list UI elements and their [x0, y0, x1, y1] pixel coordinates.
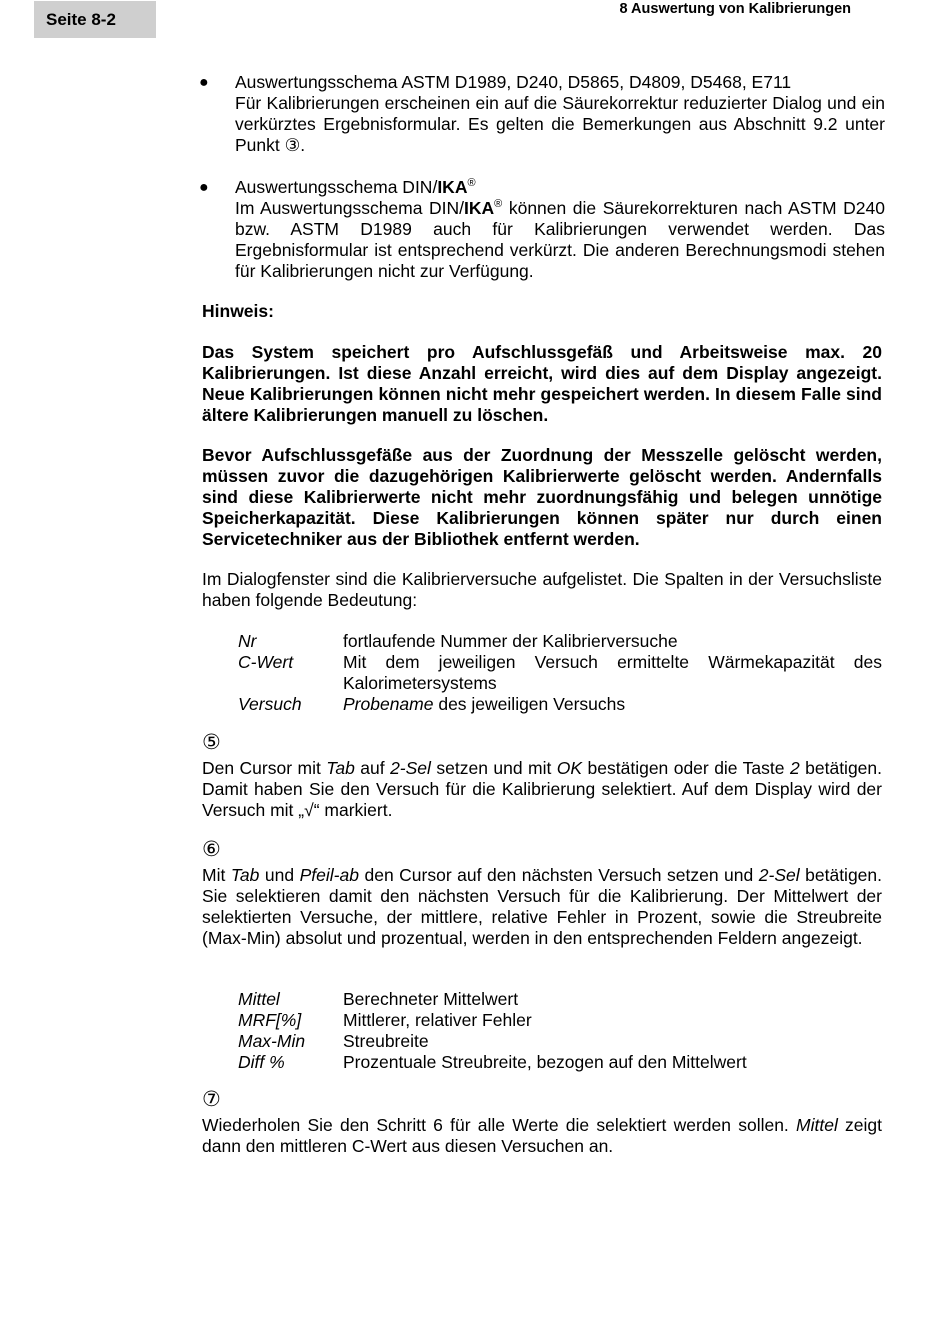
column-definitions — [238, 631, 882, 715]
definition-desc: Berechneter Mittelwert — [343, 989, 519, 1009]
note-paragraph-delete: Bevor Aufschlussgefäße aus der Zuordnung der Messzelle gelöscht werden, müssen zuvor die dazugehörigen Kalibrierwerte gelöscht werden. Andernfalls sind diese Kalibrierwerte nicht mehr zuordnungsfähig und belegen unnötige Speicherkapazität. Diese Kalibrierungen können später nur durch einen Servicetechniker aus der Bibliothek entfernt werden. — [202, 445, 882, 549]
definition-term: Max-Min — [238, 1031, 306, 1051]
bullet-text — [235, 198, 885, 282]
t: zeigt dann den mittleren C-Wert aus diesen Versuchen an. — [202, 1115, 883, 1156]
tab-key: Tab — [326, 758, 355, 778]
bullet-title — [235, 177, 885, 198]
t: auf — [354, 758, 391, 778]
desc-italic: Probename — [343, 694, 434, 714]
ok-key: OK — [556, 758, 583, 778]
definition-term: Diff % — [238, 1052, 285, 1072]
ika-mark: IKA — [437, 177, 468, 197]
definition-desc: Streubreite — [343, 1031, 429, 1051]
bullet-dot-icon: ● — [199, 74, 209, 91]
definition-row — [238, 652, 882, 694]
ika-mark: IKA — [464, 198, 495, 218]
definition-row — [238, 989, 882, 1010]
text-rest: können die Säurekorrekturen nach ASTM D240 bzw. ASTM D1989 auch für Kalibrierungen verwendet werden. Das Ergebnisformular ist entsprechend verkürzt. Die anderen Berechnungsmodi stehen für Kalibrierungen nicht zur Verfügung. — [235, 198, 886, 281]
definition-row — [238, 631, 882, 652]
definition-desc: Mittlerer, relativer Fehler — [343, 1010, 532, 1030]
bullet-text: Für Kalibrierungen erscheinen ein auf die Säurekorrektur reduzierter Dialog und ein verkürztes Ergebnisformular. Es gelten die Bemerkungen aus Abschnitt 9.2 unter Punkt ③. — [235, 93, 885, 155]
t: den Cursor auf den nächsten Versuch setzen und — [358, 865, 759, 885]
key-2: 2 — [789, 758, 800, 778]
t: Den Cursor mit — [202, 758, 327, 778]
definition-row — [238, 1052, 882, 1073]
bullet-astm — [199, 72, 885, 156]
t: betätigen. Damit haben Sie den Versuch für die Kalibrierung selektiert. Auf dem Display wird der Versuch mit „√“ markiert. — [202, 758, 882, 820]
field-definitions — [238, 989, 882, 1073]
step-7-number: ⑦ — [202, 1088, 221, 1111]
desc-rest: des jeweiligen Versuchs — [433, 694, 626, 714]
t: setzen und mit — [430, 758, 557, 778]
definition-desc — [343, 694, 882, 715]
t: Mit — [202, 865, 231, 885]
t: bestätigen oder die Taste — [582, 758, 790, 778]
t: und — [259, 865, 300, 885]
bullet-din-ika — [199, 177, 886, 282]
t: betätigen. Sie selektieren damit den nächsten Versuch für die Kalibrierung. Der Mittelwert der selektierten Versuche, der mittlere, relative Fehler in Prozent, sowie die Streubreite (Max-Min) absolut und prozentual, werden in den entsprechenden Feldern angezeigt. — [202, 865, 882, 948]
step-5-text — [202, 758, 882, 821]
definition-term: MRF[%] — [238, 1010, 302, 1030]
sel-key: 2-Sel — [390, 758, 431, 778]
note-paragraph-storage: Das System speichert pro Aufschlussgefäß und Arbeitsweise max. 20 Kalibrierungen. Ist diese Anzahl erreicht, wird dies auf dem Display angezeigt. Neue Kalibrierungen können nicht mehr gespeichert werden. In diesem Falle sind ältere Kalibrierungen manuell zu löschen. — [202, 342, 882, 425]
bullet-title: Auswertungsschema ASTM D1989, D240, D5865, D4809, D5468, E711 — [235, 72, 792, 92]
step-6-number: ⑥ — [202, 838, 221, 861]
sel-key: 2-Sel — [758, 865, 800, 885]
step-6-text — [202, 865, 882, 949]
text-prefix: Im Auswertungsschema DIN/ — [235, 198, 465, 218]
registered-mark: ® — [467, 177, 476, 190]
mittel-field: Mittel — [796, 1115, 838, 1135]
title-prefix: Auswertungsschema DIN/ — [235, 177, 438, 197]
arrow-down-key: Pfeil-ab — [299, 865, 359, 885]
definition-term: C-Wert — [238, 652, 294, 672]
definition-row — [238, 1031, 882, 1052]
definition-term: Nr — [238, 631, 257, 651]
step-7-text — [202, 1115, 882, 1157]
definition-desc: Prozentuale Streubreite, bezogen auf den Mittelwert — [343, 1052, 747, 1072]
tab-key: Tab — [230, 865, 260, 885]
definition-term: Mittel — [238, 989, 280, 1009]
definition-desc: fortlaufende Nummer der Kalibrierversuche — [343, 631, 678, 651]
t: Wiederholen Sie den Schritt 6 für alle Werte die selektiert werden sollen. — [202, 1115, 797, 1135]
bullet-dot-icon: ● — [199, 179, 209, 196]
columns-intro: Im Dialogfenster sind die Kalibrierversuche aufgelistet. Die Spalten in der Versuchsliste haben folgende Bedeutung: — [202, 569, 882, 610]
registered-mark: ® — [494, 198, 503, 211]
page-number-tab: Seite 8-2 — [34, 1, 156, 38]
definition-row — [238, 694, 882, 715]
chapter-title: 8 Auswertung von Kalibrierungen — [619, 1, 851, 17]
step-5-number: ⑤ — [202, 731, 221, 754]
note-label: Hinweis: — [202, 301, 274, 321]
definition-row — [238, 1010, 882, 1031]
definition-term: Versuch — [238, 694, 302, 714]
definition-desc: Mit dem jeweiligen Versuch ermittelte Wärmekapazität des Kalorimetersystems — [343, 652, 882, 693]
